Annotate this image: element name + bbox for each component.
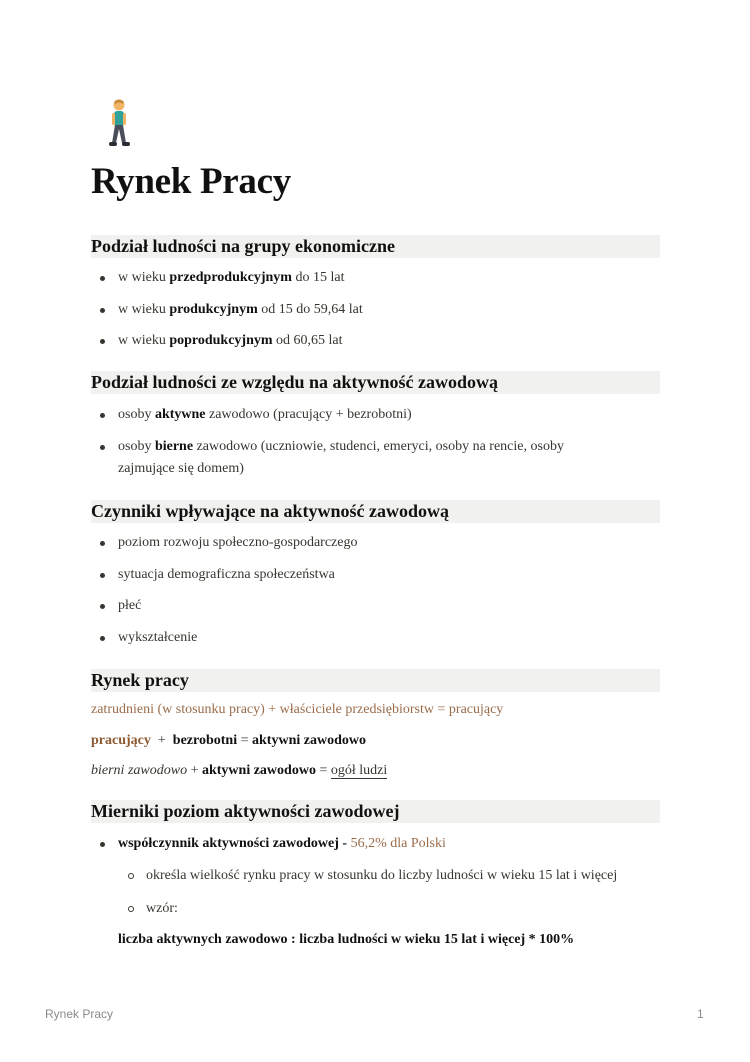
item-text: do 15 lat bbox=[291, 270, 345, 285]
separator: - bbox=[338, 836, 351, 851]
equation-employed: zatrudnieni (w stosunku pracy) + właściciele przedsiębiorstw = pracujący bbox=[91, 702, 504, 717]
activity-rate-value: 56,2% dla Polski bbox=[350, 836, 446, 851]
section-heading-activity: Podział ludności ze względu na aktywność zawodową bbox=[91, 371, 660, 394]
hollow-bullet-icon bbox=[128, 873, 134, 879]
bullet-icon bbox=[100, 276, 105, 281]
bullet-icon bbox=[100, 339, 105, 344]
item-text: określa wielkość rynku pracy w stosunku do liczby ludności w wieku 15 lat i więcej bbox=[146, 868, 618, 883]
item-text: wzór: bbox=[146, 901, 178, 916]
operator: + bbox=[187, 763, 202, 778]
item-text: w wieku bbox=[118, 333, 170, 348]
item-bold: bierne bbox=[154, 439, 194, 454]
section-heading-measures: Mierniki poziom aktywności zawodowej bbox=[91, 800, 660, 823]
item-bold: produkcyjnym bbox=[169, 302, 258, 317]
hollow-bullet-icon bbox=[128, 906, 134, 912]
section-heading-labour-market: Rynek pracy bbox=[91, 669, 660, 692]
equation-population bbox=[91, 760, 387, 782]
operator: + bbox=[150, 733, 173, 748]
item-text: w wieku bbox=[118, 270, 170, 285]
item-text: osoby bbox=[118, 407, 155, 422]
item-text: sytuacja demograficzna społeczeństwa bbox=[118, 567, 335, 582]
bullet-icon bbox=[100, 573, 105, 578]
item-text: wykształcenie bbox=[118, 630, 198, 645]
item-bold: współczynnik aktywności zawodowej bbox=[118, 836, 339, 851]
item-text: w wieku bbox=[118, 302, 170, 317]
item-bold: przedprodukcyjnym bbox=[169, 270, 292, 285]
operator: = bbox=[315, 763, 331, 778]
item-text: zawodowo (pracujący + bezrobotni) bbox=[205, 407, 412, 422]
bullet-icon bbox=[100, 604, 105, 609]
bullet-icon bbox=[100, 308, 105, 313]
page-number: 1 bbox=[697, 1007, 704, 1021]
operator: = bbox=[237, 733, 253, 748]
bullet-icon bbox=[100, 541, 105, 546]
section-heading-factors: Czynniki wpływające na aktywność zawodową bbox=[91, 500, 660, 523]
section-heading-economic-groups: Podział ludności na grupy ekonomiczne bbox=[91, 235, 660, 258]
item-text: zawodowo (uczniowie, studenci, emeryci, osoby na rencie, osoby bbox=[193, 439, 564, 454]
item-bold: aktywne bbox=[154, 407, 206, 422]
item-text: od 15 do 59,64 lat bbox=[257, 302, 363, 317]
term-active: aktywni zawodowo bbox=[252, 733, 366, 748]
footer-title: Rynek Pracy bbox=[45, 1007, 114, 1021]
bullet-icon bbox=[100, 636, 105, 641]
equation-active bbox=[91, 730, 366, 752]
bullet-icon bbox=[100, 445, 105, 450]
term-working: pracujący bbox=[91, 733, 151, 748]
item-text: poziom rozwoju społeczno-gospodarczego bbox=[118, 535, 358, 550]
item-text: osoby bbox=[118, 439, 155, 454]
item-bold: poprodukcyjnym bbox=[169, 333, 273, 348]
bullet-icon bbox=[100, 842, 105, 847]
page-title: Rynek Pracy bbox=[91, 161, 291, 202]
formula: liczba aktywnych zawodowo : liczba ludności w wieku 15 lat i więcej * 100% bbox=[118, 932, 575, 947]
person-walking-icon bbox=[104, 98, 134, 152]
item-text: płeć bbox=[118, 598, 142, 613]
term-unemployed: bezrobotni bbox=[172, 733, 238, 748]
bullet-icon bbox=[100, 413, 105, 418]
item-text: zajmujące się domem) bbox=[118, 461, 244, 476]
item-text: od 60,65 lat bbox=[272, 333, 343, 348]
term-total-population: ogół ludzi bbox=[330, 763, 388, 778]
term-active: aktywni zawodowo bbox=[201, 763, 316, 778]
term-passive: bierni zawodowo bbox=[91, 763, 188, 778]
